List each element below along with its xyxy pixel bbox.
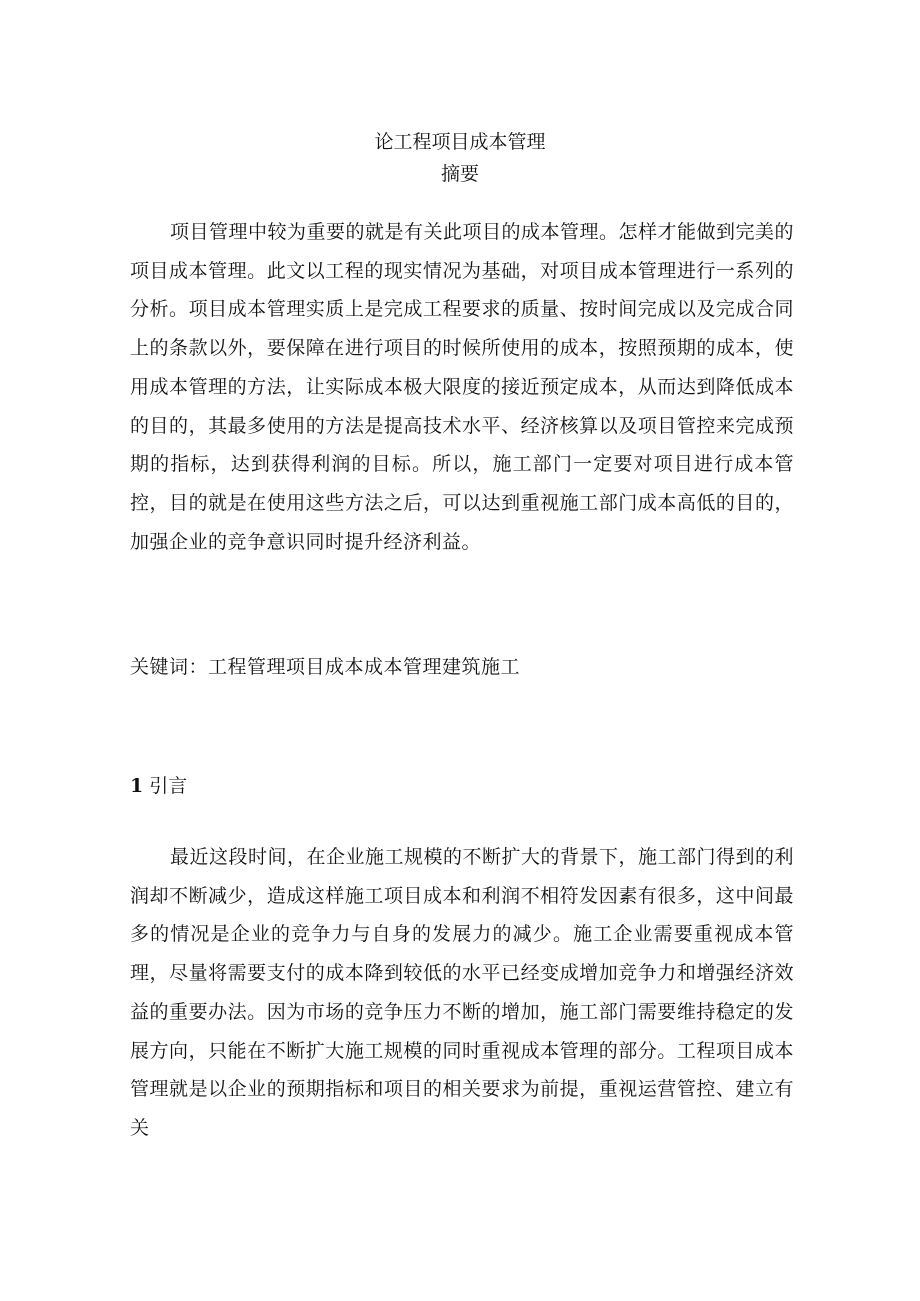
keywords-line: 关键词：工程管理项目成本成本管理建筑施工 xyxy=(130,656,521,678)
document-title: 论工程项目成本管理 xyxy=(374,131,546,153)
abstract-paragraph: 项目管理中较为重要的就是有关此项目的成本管理。怎样才能做到完美的项目成本管理。此文以工程的现实情况为基础，对项目成本管理进行一系列的分析。项目成本管理实质上是完成工程要求的质量、按时间完成以及完成合同上的条款以外，要保障在进行项目的时候所使用的成本，按照预期的成本，使用成本管理的方法，让实际成本极大限度的接近预定成本，从而达到降低成本的目的，其最多使用的方法是提高技术水平、经济核算以及项目管控来完成预期的指标，达到获得利润的目标。所以，施工部门一定要对项目进行成本管控，目的就是在使用这些方法之后，可以达到重视施工部门成本高低的目的，加强企业的竞争意识同时提升经济利益。 xyxy=(130,221,795,553)
abstract-heading: 摘要 xyxy=(440,163,479,185)
section-title: 引言 xyxy=(149,775,188,797)
section-heading-introduction xyxy=(130,768,187,804)
section-number: 1 xyxy=(130,775,144,797)
introduction-paragraph: 最近这段时间，在企业施工规模的不断扩大的背景下，施工部门得到的利润却不断减少，造成这样施工项目成本和利润不相符发因素有很多，这中间最多的情况是企业的竞争力与自身的发展力的减少。施工企业需要重视成本管理，尽量将需要支付的成本降到较低的水平已经变成增加竞争力和增强经济效益的重要办法。因为市场的竞争压力不断的增加，施工部门需要维持稳定的发展方向，只能在不断扩大施工规模的同时重视成本管理的部分。工程项目成本管理就是以企业的预期指标和项目的相关要求为前提，重视运营管控、建立有关 xyxy=(130,846,795,1139)
